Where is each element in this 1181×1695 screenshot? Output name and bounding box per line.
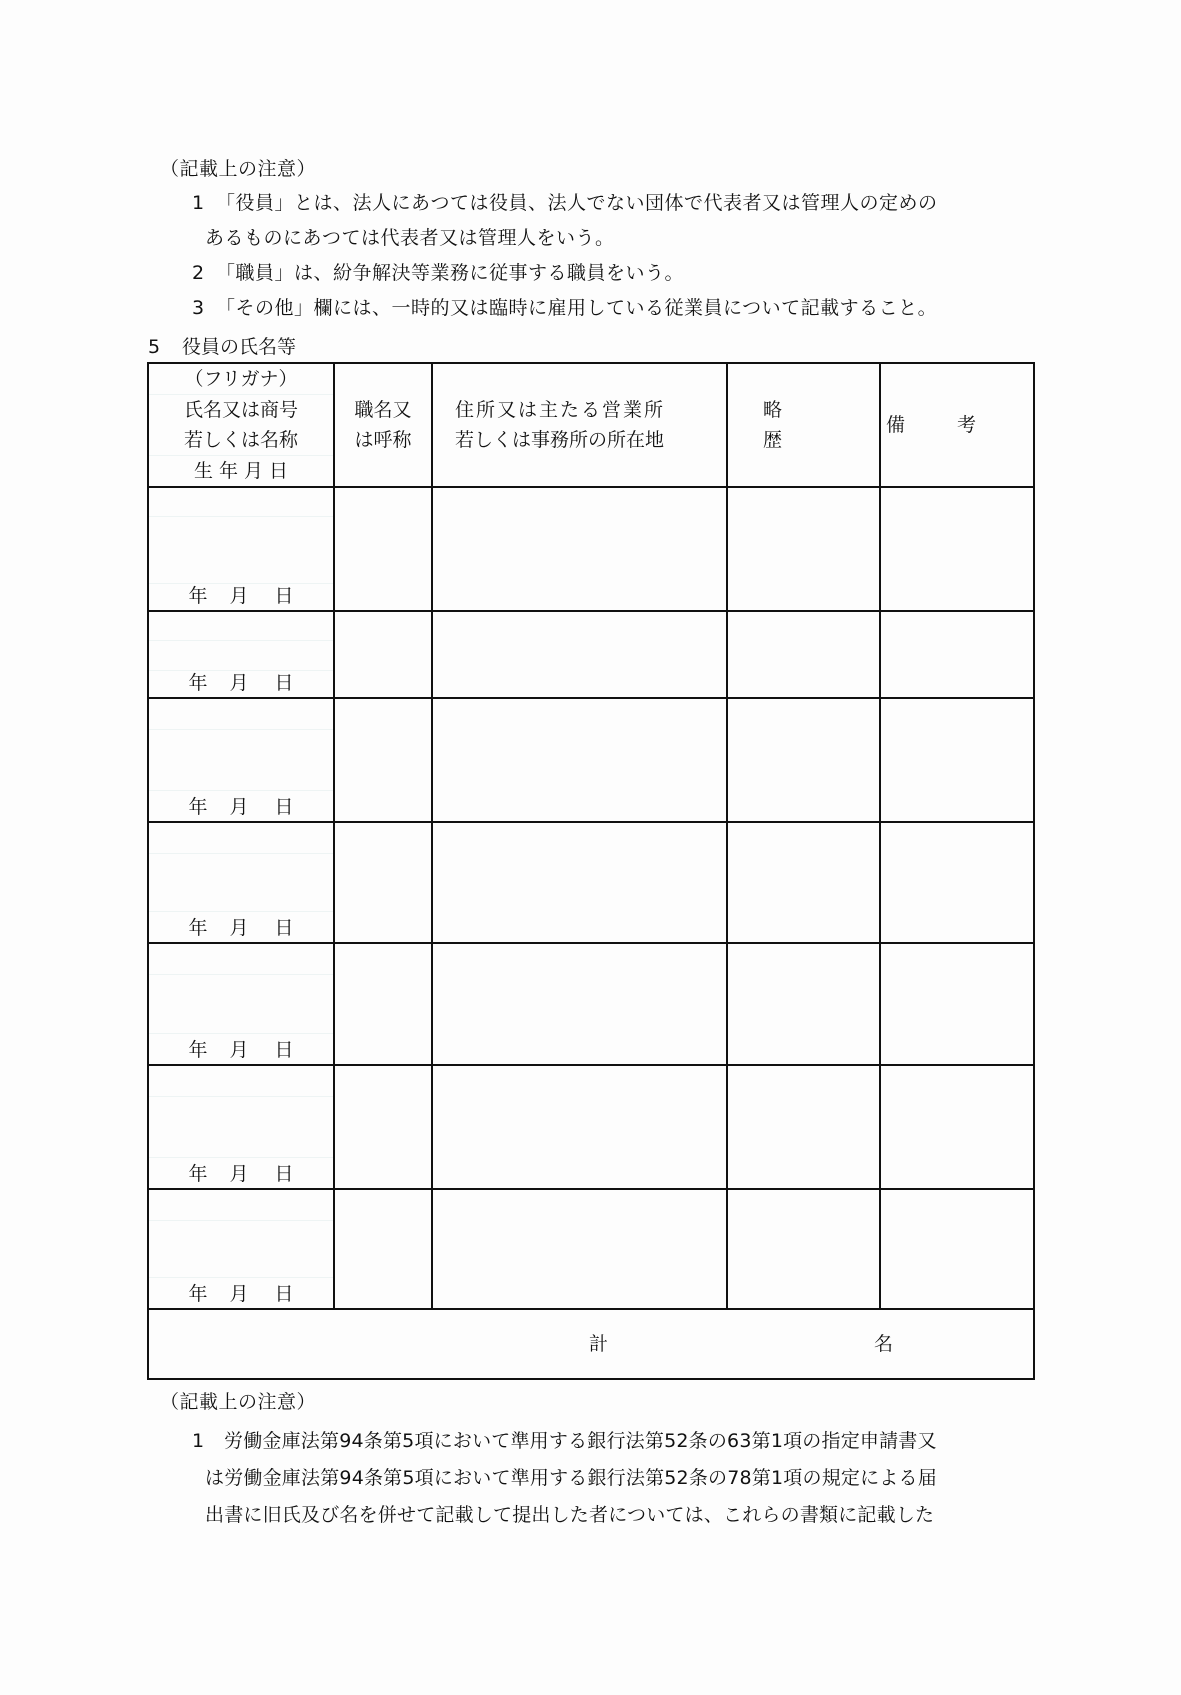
- furigana-guide-line: [149, 853, 333, 854]
- month-label: 月: [229, 585, 249, 607]
- furigana-guide-line: [149, 729, 333, 730]
- day-label: 日: [274, 1163, 294, 1185]
- name-cell[interactable]: [148, 698, 334, 822]
- table-row: [148, 698, 1034, 822]
- remarks-cell[interactable]: [880, 1065, 1034, 1189]
- month-label: 月: [229, 1283, 249, 1305]
- table-row: [148, 1189, 1034, 1309]
- top-note-3-line1: 「その他」欄には、一時的又は臨時に雇用している従業員について記載すること。: [216, 297, 938, 319]
- birthdate-guide-line: [149, 1033, 333, 1034]
- month-label: 月: [229, 1039, 249, 1061]
- address-cell[interactable]: [432, 1065, 727, 1189]
- header-name-line2: 若しくは名称: [183, 429, 298, 451]
- top-note-2-line1: 「職員」は、紛争解決等業務に従事する職員をいう。: [216, 262, 685, 284]
- header-name-furigana: （フリガナ）: [184, 368, 298, 390]
- table-row: [148, 1065, 1034, 1189]
- remarks-cell[interactable]: [880, 1189, 1034, 1309]
- header-address-line1: 住所又は主たる営業所: [455, 399, 666, 421]
- table-row: [148, 487, 1034, 611]
- day-label: 日: [274, 917, 294, 939]
- history-cell[interactable]: [727, 822, 880, 943]
- furigana-guide-line: [149, 1220, 333, 1221]
- address-cell[interactable]: [432, 698, 727, 822]
- day-label: 日: [274, 1283, 294, 1305]
- history-cell[interactable]: [727, 487, 880, 611]
- bottom-note-1-line2: は労働金庫法第94条第5項において準用する銀行法第52条の78第1項の規定による届: [205, 1467, 937, 1489]
- address-cell[interactable]: [432, 1189, 727, 1309]
- top-note-1-line2: あるものにあつては代表者又は管理人をいう。: [205, 227, 615, 249]
- position-cell[interactable]: [334, 943, 432, 1065]
- top-notes-heading: （記載上の注意）: [160, 158, 317, 180]
- history-cell[interactable]: [727, 698, 880, 822]
- birthdate-field[interactable]: [149, 1162, 333, 1188]
- header-remarks: [880, 363, 1034, 487]
- furigana-guide-line: [149, 640, 333, 641]
- total-unit-label: 名: [874, 1333, 894, 1355]
- header-name: [148, 363, 334, 487]
- month-label: 月: [229, 917, 249, 939]
- table-row: [148, 611, 1034, 698]
- birthdate-field[interactable]: [149, 584, 333, 610]
- address-cell[interactable]: [432, 943, 727, 1065]
- year-label: 年: [188, 1163, 208, 1185]
- remarks-cell[interactable]: [880, 487, 1034, 611]
- remarks-cell[interactable]: [880, 822, 1034, 943]
- bottom-note-1-number: 1: [192, 1430, 205, 1452]
- header-position: [334, 363, 432, 487]
- name-cell[interactable]: [148, 822, 334, 943]
- position-cell[interactable]: [334, 611, 432, 698]
- section-title: [148, 336, 296, 358]
- total-label: 計: [589, 1333, 609, 1355]
- section-number: 5: [148, 336, 161, 358]
- year-label: 年: [188, 917, 208, 939]
- name-cell[interactable]: [148, 943, 334, 1065]
- top-note-3-number: 3: [192, 297, 205, 319]
- header-history: [727, 363, 880, 487]
- header-position-line2: は呼称: [354, 429, 412, 451]
- table-row: [148, 943, 1034, 1065]
- address-cell[interactable]: [432, 487, 727, 611]
- day-label: 日: [274, 585, 294, 607]
- bottom-note-1-line1: 労働金庫法第94条第5項において準用する銀行法第52条の63第1項の指定申請書又: [224, 1430, 937, 1452]
- furigana-guide-line: [149, 516, 333, 517]
- birthdate-field[interactable]: [149, 1038, 333, 1064]
- header-birthdate: 生 年 月 日: [149, 455, 333, 486]
- position-cell[interactable]: [334, 487, 432, 611]
- table-row: [148, 822, 1034, 943]
- month-label: 月: [229, 1163, 249, 1185]
- name-cell[interactable]: [148, 487, 334, 611]
- header-address: [432, 363, 727, 487]
- day-label: 日: [274, 1039, 294, 1061]
- header-position-line1: 職名又: [354, 399, 412, 421]
- birthdate-guide-line: [149, 1157, 333, 1158]
- year-label: 年: [188, 796, 208, 818]
- birthdate-guide-line: [149, 1277, 333, 1278]
- birthdate-field[interactable]: [149, 671, 333, 697]
- header-name-line1: 氏名又は商号: [149, 394, 333, 425]
- year-label: 年: [188, 1039, 208, 1061]
- name-cell[interactable]: [148, 1189, 334, 1309]
- table-header-row: [148, 363, 1034, 487]
- header-remarks-label: 備考: [885, 414, 1028, 436]
- total-cell[interactable]: [148, 1309, 1034, 1379]
- section-title-text: 役員の氏名等: [182, 336, 297, 358]
- remarks-cell[interactable]: [880, 943, 1034, 1065]
- officer-roster-table: [147, 362, 1035, 1380]
- month-label: 月: [229, 796, 249, 818]
- bottom-note-1-line3: 出書に旧氏及び名を併せて記載して提出した者については、これらの書類に記載した: [205, 1504, 935, 1526]
- name-cell[interactable]: [148, 1065, 334, 1189]
- position-cell[interactable]: [334, 1189, 432, 1309]
- remarks-cell[interactable]: [880, 698, 1034, 822]
- top-note-1-number: 1: [192, 192, 205, 214]
- month-label: 月: [229, 672, 249, 694]
- top-note-2-number: 2: [192, 262, 205, 284]
- year-label: 年: [188, 1283, 208, 1305]
- birthdate-field[interactable]: [149, 916, 333, 942]
- history-cell[interactable]: [727, 611, 880, 698]
- header-address-line2: 若しくは事務所の所在地: [455, 429, 665, 451]
- total-row: [148, 1309, 1034, 1379]
- birthdate-guide-line: [149, 911, 333, 912]
- day-label: 日: [274, 672, 294, 694]
- birthdate-guide-line: [149, 790, 333, 791]
- year-label: 年: [188, 672, 208, 694]
- address-cell[interactable]: [432, 611, 727, 698]
- position-cell[interactable]: [334, 1065, 432, 1189]
- position-cell[interactable]: [334, 822, 432, 943]
- header-history-label: 略歴: [762, 399, 844, 451]
- furigana-guide-line: [149, 974, 333, 975]
- address-cell[interactable]: [432, 822, 727, 943]
- position-cell[interactable]: [334, 698, 432, 822]
- history-cell[interactable]: [727, 1189, 880, 1309]
- birthdate-field[interactable]: [149, 1282, 333, 1308]
- bottom-notes-heading: （記載上の注意）: [160, 1391, 317, 1413]
- year-label: 年: [188, 585, 208, 607]
- remarks-cell[interactable]: [880, 611, 1034, 698]
- birthdate-field[interactable]: [149, 795, 333, 821]
- top-note-1-line1: 「役員」とは、法人にあつては役員、法人でない団体で代表者又は管理人の定めの: [216, 192, 938, 214]
- history-cell[interactable]: [727, 1065, 880, 1189]
- history-cell[interactable]: [727, 943, 880, 1065]
- furigana-guide-line: [149, 1096, 333, 1097]
- name-cell[interactable]: [148, 611, 334, 698]
- day-label: 日: [274, 796, 294, 818]
